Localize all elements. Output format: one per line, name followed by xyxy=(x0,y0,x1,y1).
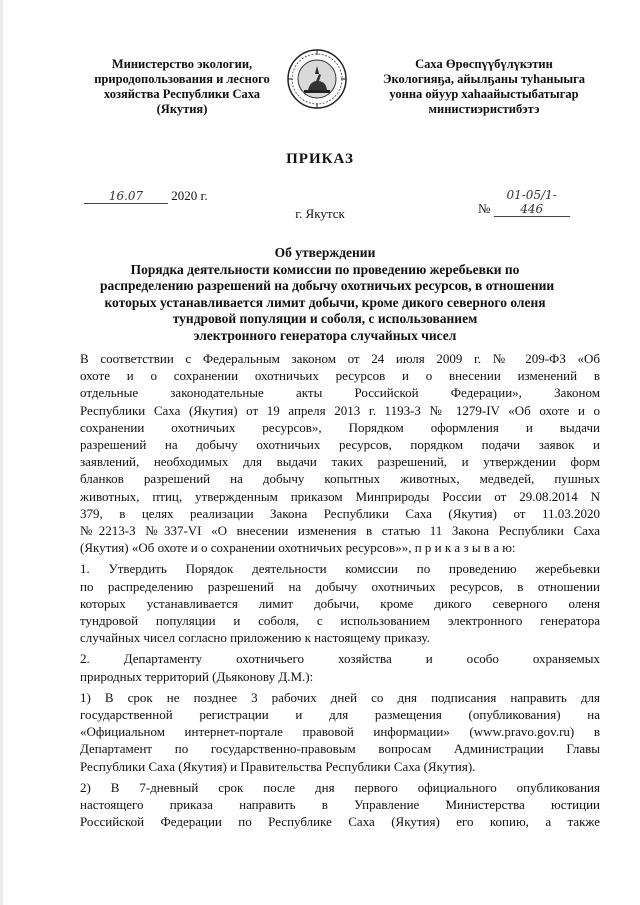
handwritten-date: 16.07 xyxy=(84,189,168,204)
handwritten-number: 01-05/1-446 xyxy=(494,188,570,217)
item-2-1-paragraph xyxy=(80,689,600,775)
body-line: Республики Саха (Якутия) от 19 апреля 2013 г. 1193-З № 1279-IV «Об охоте и о xyxy=(80,402,600,418)
city: г. Якутск xyxy=(295,206,345,221)
order-year: 2020 г. xyxy=(171,188,208,203)
body-line: отдельные законодательные акты Российской Федерации», Законом xyxy=(80,385,600,401)
item-2-2-paragraph xyxy=(80,779,600,831)
body-line: 1) В срок не позднее 3 рабочих дней со дня подписания направить для xyxy=(80,689,600,705)
item-1-paragraph xyxy=(80,560,600,646)
subject-line: электронного генератора случайных чисел xyxy=(193,327,457,343)
order-number-label: № xyxy=(478,201,491,216)
subject-line: которых устанавливается лимит добычи, кроме дикого северного оленя xyxy=(104,294,546,310)
body-line: «Официальном интернет-портале правовой информации» (www.pravo.gov.ru) в xyxy=(80,724,600,740)
body-line: государственной регистрации и для размещения (опубликования) на xyxy=(80,707,600,723)
ministry-name-line: Экологияҕа, айылҕаны туһаныыга xyxy=(382,72,586,86)
body-line: природных территорий (Дьяконову Д.М.): xyxy=(80,668,314,684)
order-subject xyxy=(100,245,555,344)
subject-line: Об утверждении xyxy=(274,245,376,260)
subject-line: Порядка деятельности комиссии по проведению жеребьевки по xyxy=(130,261,520,277)
body-line: 2. Департаменту охотничьего хозяйства и особо охраняемых xyxy=(80,651,600,667)
body-line: сохранении охотничьих ресурсов», Порядком оформления и выдачи xyxy=(80,419,600,435)
ministry-name-yakut xyxy=(366,57,602,117)
body-line: 1. Утвердить Порядок деятельности комиссии по проведению жеребьевки xyxy=(80,561,600,577)
order-body xyxy=(80,350,600,830)
subject-line: распределению разрешений на добычу охотничьих ресурсов, в отношении xyxy=(100,278,555,293)
body-line: животных, птиц, утвержденным приказом Минприроды России от 29.08.2014 N xyxy=(80,488,600,504)
body-line: Российской Федерации по Республике Саха (Якутия) его копию, а также xyxy=(80,814,600,830)
body-line: (Якутия) «Об охоте и о сохранении охотничьих ресурсов»», п р и к а з ы в а ю: xyxy=(80,540,516,556)
ministry-name-line: природопользования и лесного xyxy=(94,72,270,86)
order-date xyxy=(84,188,208,204)
order-title: ПРИКАЗ xyxy=(286,151,354,167)
ministry-name-russian xyxy=(64,57,300,117)
body-line: тундровой популяции и соболя, с использованием электронного генератора xyxy=(80,613,600,629)
body-line: разрешений на добычу охотничьих ресурсов, порядком подачи заявок и xyxy=(80,437,600,453)
body-line: В соответствии с Федеральным законом от 24 июля 2009 г. № 209-ФЗ «Об xyxy=(80,351,600,366)
body-line: по распределению разрешений на добычу охотничьих ресурсов, в отношении xyxy=(80,578,600,594)
ministry-name-line: (Якутия) xyxy=(156,102,208,116)
body-line: Республики Саха (Якутия) и Правительства Республики Саха (Якутия). xyxy=(80,758,476,774)
subject-line: тундровой популяции и соболя, с использованием xyxy=(172,311,478,326)
body-line: настоящего приказа направить в Управление Министерства юстиции xyxy=(80,797,600,813)
scan-edge xyxy=(0,0,3,905)
ministry-name-line: Саха Өрөспүүбүлүкэтин xyxy=(415,57,553,71)
sakha-coat-of-arms-icon xyxy=(286,48,348,110)
ministry-name-line: Министерство экологии, xyxy=(111,57,253,71)
item-2-paragraph xyxy=(80,650,600,684)
body-line: бланков разрешений на добычу копытных животных, медведей, пушных xyxy=(80,471,600,487)
body-line: заявлений, необходимых для выдачи таких разрешений, и утверждении форм xyxy=(80,454,600,470)
ministry-name-line: хозяйства Республики Саха xyxy=(103,87,261,101)
body-line: №2213-З №337-VI «О внесении изменения в статью 11 Закона Республики Саха xyxy=(80,523,600,539)
ministry-name-line: уонна ойуур хаһаайыстыбатыгар xyxy=(389,87,579,101)
ministry-name-line: министиэристибэтэ xyxy=(428,102,540,116)
body-line: охоте и о сохранении охотничьих ресурсов и о внесении изменений в xyxy=(80,368,600,384)
body-line: 379, в целях реализации Закона Республики Саха (Якутия) от 11.03.2020 xyxy=(80,505,600,521)
body-line: которых устанавливается лимит добычи, кроме дикого северного оленя xyxy=(80,595,600,611)
body-line: случайных чисел согласно приложению к настоящему приказу. xyxy=(80,630,430,646)
body-line: 2) В 7-дневный срок после дня первого официального опубликования xyxy=(80,779,600,795)
body-line: Департамент по государственно-правовым вопросам Администрации Главы xyxy=(80,741,600,757)
preamble-paragraph xyxy=(80,350,600,556)
